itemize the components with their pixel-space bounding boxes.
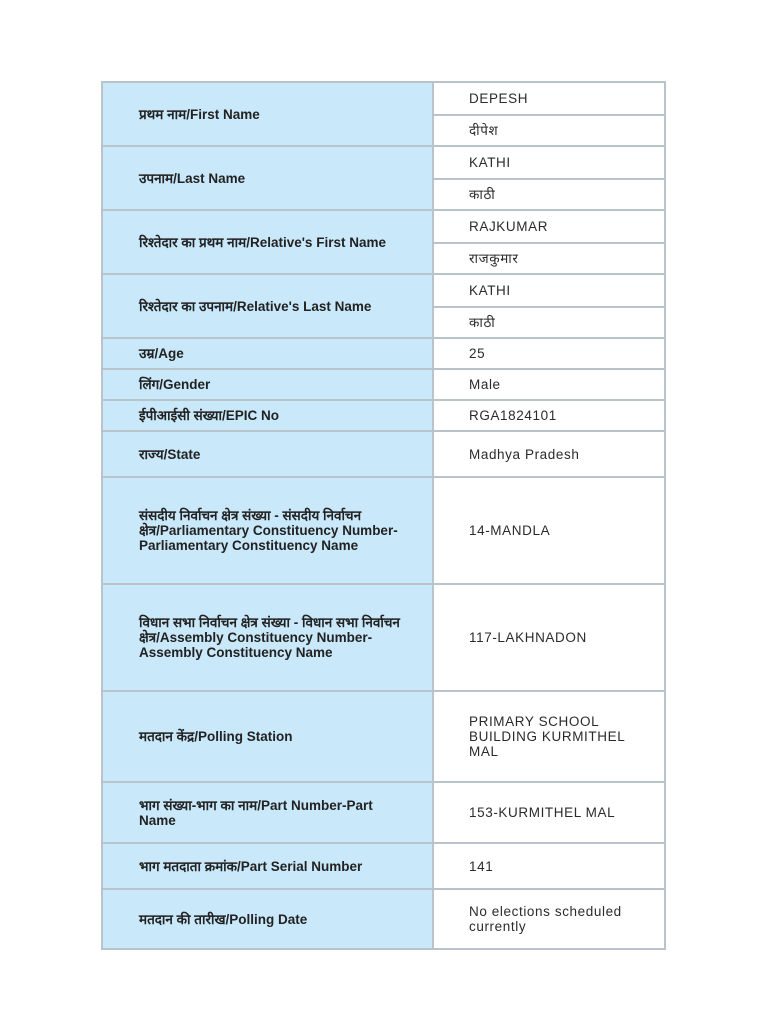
row-value: DEPESH bbox=[469, 91, 529, 106]
row-label: भाग मतदाता क्रमांक/Part Serial Number bbox=[103, 844, 434, 888]
table-row-age bbox=[103, 337, 664, 368]
table-row-relative-first-name bbox=[103, 209, 664, 273]
row-label: विधान सभा निर्वाचन क्षेत्र संख्या - विधान सभा निर्वाचन क्षेत्र/Assembly Constituency Number-Assembly Constituency Name bbox=[103, 585, 434, 690]
table-row-assembly-constituency bbox=[103, 583, 664, 690]
row-label: लिंग/Gender bbox=[103, 370, 434, 399]
row-label: भाग संख्या-भाग का नाम/Part Number-Part Name bbox=[103, 783, 434, 842]
row-value: राजकुमार bbox=[434, 242, 664, 273]
row-value: Male bbox=[469, 377, 501, 392]
row-values bbox=[434, 83, 664, 145]
table-row-polling-date bbox=[103, 888, 664, 948]
row-value: दीपेश bbox=[434, 114, 664, 145]
table-row-polling-station bbox=[103, 690, 664, 781]
row-value: No elections scheduled currently bbox=[469, 904, 622, 934]
table-row-part-serial-number bbox=[103, 842, 664, 888]
row-label: उम्र/Age bbox=[103, 339, 434, 368]
row-value: 14-MANDLA bbox=[469, 523, 551, 538]
table-row-parliamentary-constituency bbox=[103, 476, 664, 583]
row-value: 25 bbox=[469, 346, 486, 361]
row-label: संसदीय निर्वाचन क्षेत्र संख्या - संसदीय निर्वाचन क्षेत्र/Parliamentary Constituency Number-Parliamentary Constituency Name bbox=[103, 478, 434, 583]
row-values bbox=[434, 275, 664, 337]
row-value: काठी bbox=[434, 178, 664, 209]
row-values bbox=[434, 211, 664, 273]
row-value: Madhya Pradesh bbox=[469, 446, 580, 462]
row-value: KATHI bbox=[469, 155, 511, 170]
row-value: RGA1824101 bbox=[469, 408, 557, 423]
row-value: काठी bbox=[434, 306, 664, 337]
row-value: 117-LAKHNADON bbox=[469, 630, 587, 645]
table-row-last-name bbox=[103, 145, 664, 209]
row-value: 141 bbox=[469, 858, 494, 874]
row-value: KATHI bbox=[469, 283, 511, 298]
row-label: प्रथम नाम/First Name bbox=[103, 83, 434, 145]
row-label: मतदान की तारीख/Polling Date bbox=[103, 890, 434, 948]
table-row-first-name bbox=[103, 83, 664, 145]
table-row-part-number bbox=[103, 781, 664, 842]
row-label: मतदान केंद्र/Polling Station bbox=[103, 692, 434, 781]
row-label: रिश्तेदार का प्रथम नाम/Relative's First Name bbox=[103, 211, 434, 273]
row-label: उपनाम/Last Name bbox=[103, 147, 434, 209]
table-row-state bbox=[103, 430, 664, 476]
table-row-epic-no bbox=[103, 399, 664, 430]
row-values bbox=[434, 147, 664, 209]
table-row-gender bbox=[103, 368, 664, 399]
row-label: रिश्तेदार का उपनाम/Relative's Last Name bbox=[103, 275, 434, 337]
table-row-relative-last-name bbox=[103, 273, 664, 337]
row-value: RAJKUMAR bbox=[469, 219, 549, 234]
row-value: 153-KURMITHEL MAL bbox=[469, 805, 616, 820]
row-label: ईपीआईसी संख्या/EPIC No bbox=[103, 401, 434, 430]
row-value: PRIMARY SCHOOL BUILDING KURMITHEL MAL bbox=[469, 714, 625, 759]
voter-details-table bbox=[101, 81, 666, 950]
row-label: राज्य/State bbox=[103, 432, 434, 476]
